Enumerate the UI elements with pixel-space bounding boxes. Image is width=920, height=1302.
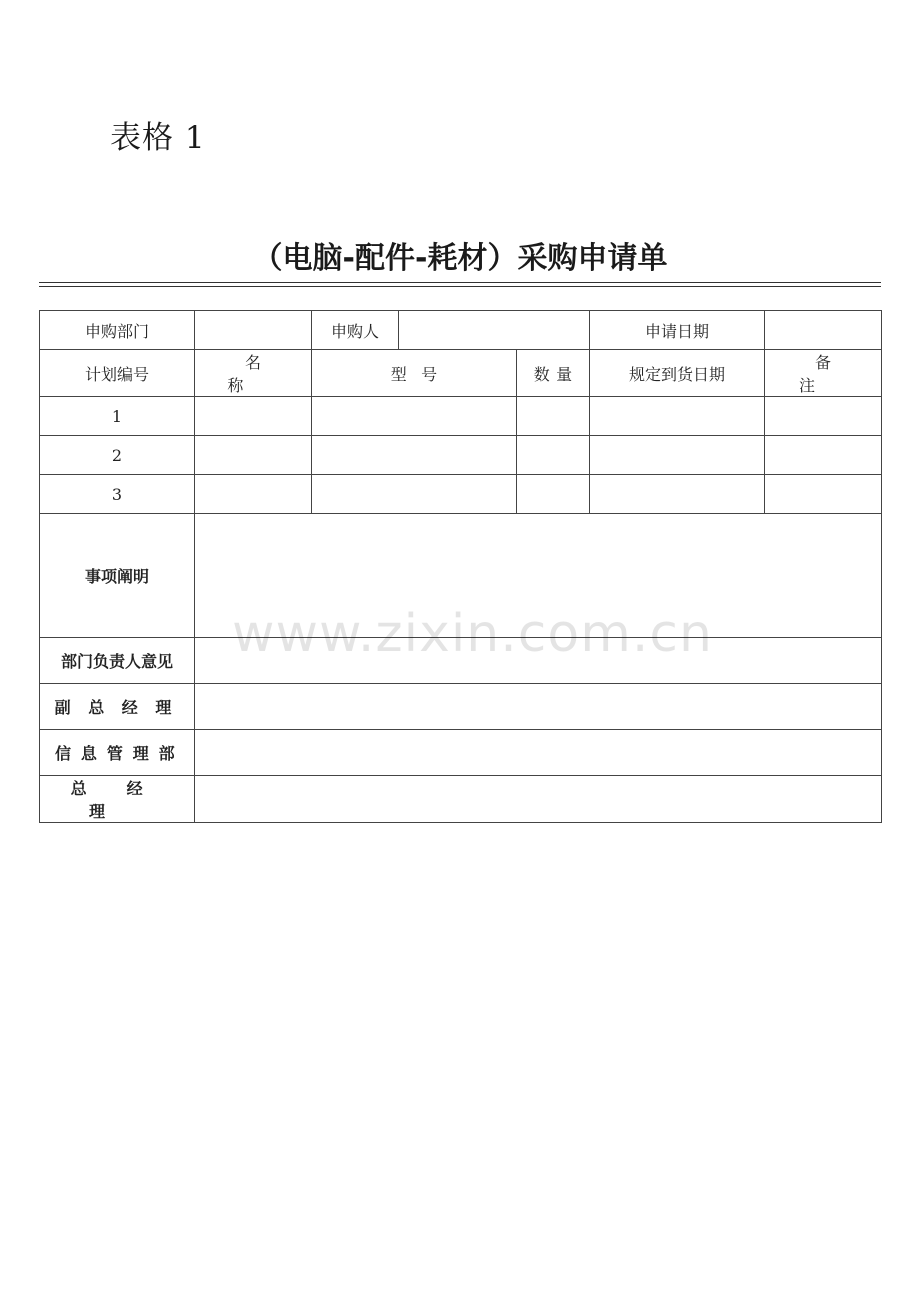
col-quantity: 数量 <box>517 350 590 397</box>
gm-field[interactable] <box>195 776 882 823</box>
item-name-field[interactable] <box>195 436 312 475</box>
request-date-label: 申请日期 <box>590 311 765 350</box>
requester-label: 申购人 <box>312 311 399 350</box>
col-name: 名称 <box>195 350 312 397</box>
watermark-text: www.zixin.com.cn <box>232 604 713 664</box>
item-name-field[interactable] <box>195 475 312 514</box>
header-row <box>40 311 882 350</box>
item-quantity-field[interactable] <box>517 475 590 514</box>
item-quantity-field[interactable] <box>517 397 590 436</box>
description-field[interactable] <box>195 514 882 638</box>
approval-row <box>40 684 882 730</box>
department-label: 申购部门 <box>40 311 195 350</box>
purchase-request-table <box>39 310 882 823</box>
it-dept-field[interactable] <box>195 730 882 776</box>
title-double-rule <box>39 282 881 287</box>
dept-head-opinion-label: 部门负责人意见 <box>40 638 195 684</box>
approval-row <box>40 776 882 823</box>
request-date-field[interactable] <box>765 311 882 350</box>
item-notes-field[interactable] <box>765 397 882 436</box>
requester-field[interactable] <box>399 311 590 350</box>
item-due-date-field[interactable] <box>590 475 765 514</box>
col-due-date: 规定到货日期 <box>590 350 765 397</box>
item-due-date-field[interactable] <box>590 436 765 475</box>
item-notes-field[interactable] <box>765 475 882 514</box>
item-model-field[interactable] <box>312 436 517 475</box>
item-no: 3 <box>40 475 195 514</box>
approval-row <box>40 638 882 684</box>
description-label: 事项阐明 <box>40 514 195 638</box>
table-row <box>40 397 882 436</box>
item-model-field[interactable] <box>312 475 517 514</box>
department-field[interactable] <box>195 311 312 350</box>
table-row <box>40 475 882 514</box>
approval-row <box>40 730 882 776</box>
table-row <box>40 436 882 475</box>
col-plan-no: 计划编号 <box>40 350 195 397</box>
item-name-field[interactable] <box>195 397 312 436</box>
page-label: 表格 1 <box>110 120 206 156</box>
item-model-field[interactable] <box>312 397 517 436</box>
col-notes: 备注 <box>765 350 882 397</box>
item-notes-field[interactable] <box>765 436 882 475</box>
gm-label: 总经理 <box>40 776 195 823</box>
item-no: 1 <box>40 397 195 436</box>
item-no: 2 <box>40 436 195 475</box>
deputy-gm-field[interactable] <box>195 684 882 730</box>
it-dept-label: 信息管理部 <box>40 730 195 776</box>
description-row <box>40 514 882 638</box>
item-quantity-field[interactable] <box>517 436 590 475</box>
deputy-gm-label: 副总经理 <box>40 684 195 730</box>
item-due-date-field[interactable] <box>590 397 765 436</box>
column-header-row <box>40 350 882 397</box>
col-model: 型号 <box>312 350 517 397</box>
form-title: （电脑-配件-耗材）采购申请单 <box>252 241 668 276</box>
dept-head-opinion-field[interactable] <box>195 638 882 684</box>
